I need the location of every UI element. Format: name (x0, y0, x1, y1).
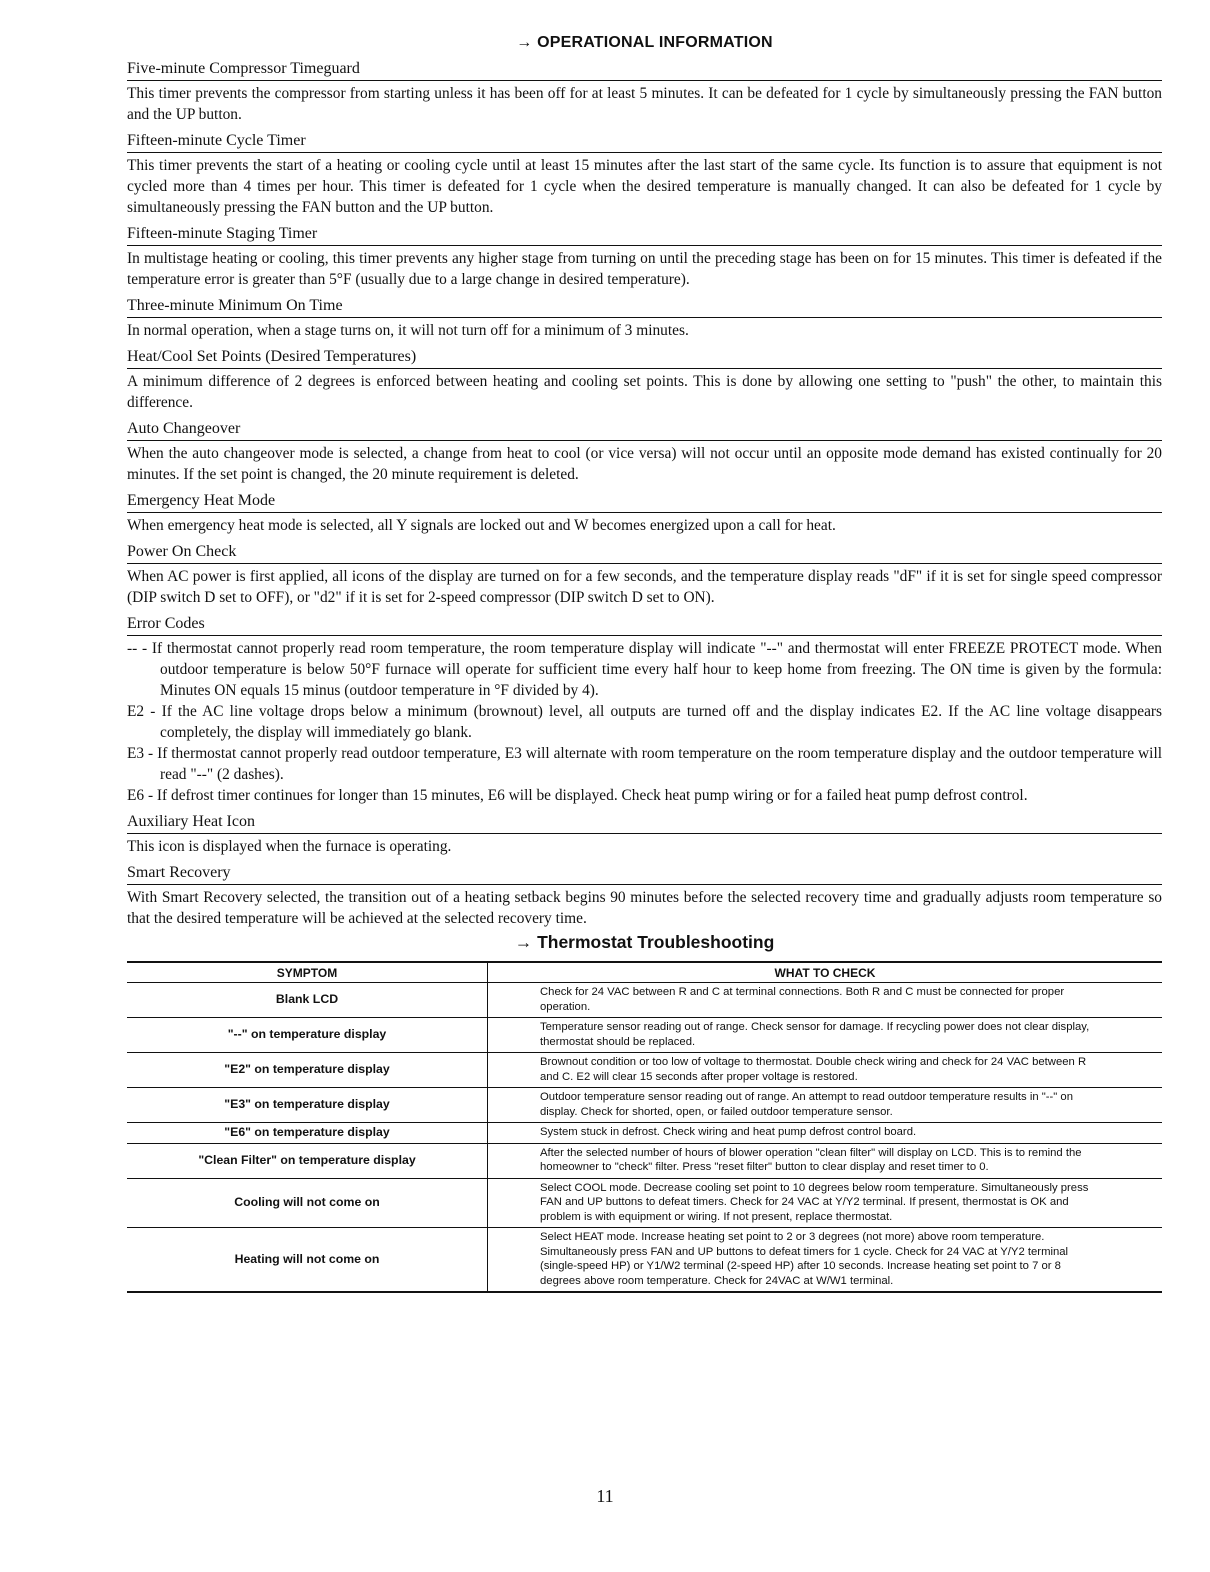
section-body: This icon is displayed when the furnace is operating. (127, 833, 1162, 857)
check-cell: Select HEAT mode. Increase heating set point to 2 or 3 degrees (not more) above room temperature. Simultaneously press FAN and UP buttons to defeat timers for 1 cycle. Check for 24 VAC at Y/Y2 terminal (single-speed HP) or Y1/W2 terminal (2-speed HP) after 10 seconds. Increase heating set point to 7 or 8 degrees above room temperature. Check for 24VAC at W/W1 terminal. (488, 1228, 1163, 1293)
check-column-header: WHAT TO CHECK (488, 962, 1163, 983)
section-heading: Error Codes (127, 615, 205, 632)
info-section (127, 416, 1162, 485)
section-body: This timer prevents the start of a heating or cooling cycle until at least 15 minutes after the last start of the same cycle. Its function is to assure that equipment is not cycled more than 4 times per hour. This timer is defeated for 1 cycle when the desired temperature is manually changed. It can also be defeated for 1 cycle by simultaneously pressing the FAN button and the UP button. (127, 152, 1162, 218)
section-heading: Auxiliary Heat Icon (127, 813, 255, 830)
page-number: 11 (596, 1486, 614, 1506)
symptom-cell: "E6" on temperature display (127, 1123, 488, 1144)
error-code: E3 - (127, 745, 158, 762)
table-header-row (127, 962, 1162, 983)
table-row (127, 1088, 1162, 1123)
section-body: When emergency heat mode is selected, all Y signals are locked out and W becomes energized upon a call for heat. (127, 512, 1162, 536)
table-row (127, 1143, 1162, 1178)
section-heading: Power On Check (127, 543, 237, 560)
info-section (127, 860, 1162, 929)
info-section (127, 488, 1162, 536)
section-title: → OPERATIONAL INFORMATION (516, 34, 773, 51)
symptom-cell: Heating will not come on (127, 1228, 488, 1293)
sections-list (127, 56, 1162, 608)
check-cell: Temperature sensor reading out of range. Check sensor for damage. If recycling power does not clear display, thermostat should be replaced. (488, 1018, 1163, 1053)
section-body: In normal operation, when a stage turns on, it will not turn off for a minimum of 3 minutes. (127, 317, 1162, 341)
table-row (127, 1123, 1162, 1144)
table-row (127, 1178, 1162, 1228)
symptom-cell: Blank LCD (127, 983, 488, 1018)
check-cell: Check for 24 VAC between R and C at terminal connections. Both R and C must be connected for proper operation. (488, 983, 1163, 1018)
error-code-description: If defrost timer continues for longer than 15 minutes, E6 will be displayed. Check heat pump wiring or for a failed heat pump defrost control. (156, 787, 1028, 804)
table-row (127, 1053, 1162, 1088)
section-body: With Smart Recovery selected, the transition out of a heating setback begins 90 minutes before the selected recovery time and gradually adjusts room temperature so that the desired temperature will be achieved at the selected recovery time. (127, 884, 1162, 929)
info-section (127, 539, 1162, 608)
section-body: When the auto changeover mode is selected, a change from heat to cool (or vice versa) will not occur until an opposite mode demand has existed continually for 20 minutes. If the set point is changed, the 20 minute requirement is deleted. (127, 440, 1162, 485)
error-code-item (127, 701, 1162, 743)
symptom-cell: "E3" on temperature display (127, 1088, 488, 1123)
troubleshooting-title: → Thermostat Troubleshooting (514, 932, 775, 952)
section-heading: Fifteen-minute Cycle Timer (127, 132, 306, 149)
sections-list-2 (127, 809, 1162, 929)
info-section (127, 809, 1162, 857)
check-cell: After the selected number of hours of blower operation "clean filter" will display on LCD. This is to remind the homeowner to "check" filter. Press "reset filter" button to clear display and reset timer to 0. (488, 1143, 1163, 1178)
section-heading: Auto Changeover (127, 420, 241, 437)
info-section (127, 56, 1162, 125)
symptom-cell: "Clean Filter" on temperature display (127, 1143, 488, 1178)
table-row (127, 1228, 1162, 1293)
troubleshooting-table (127, 961, 1162, 1293)
section-heading: Heat/Cool Set Points (Desired Temperatures) (127, 348, 417, 365)
symptom-cell: Cooling will not come on (127, 1178, 488, 1228)
error-code: E2 - (127, 703, 162, 720)
section-body: This timer prevents the compressor from starting unless it has been off for at least 5 minutes. It can be defeated for 1 cycle by simultaneously pressing the FAN button and the UP button. (127, 80, 1162, 125)
info-section (127, 128, 1162, 218)
section-body: In multistage heating or cooling, this timer prevents any higher stage from turning on until the preceding stage has been on for 15 minutes. This timer is defeated if the temperature error is greater than 5°F (usually due to a large change in desired temperature). (127, 245, 1162, 290)
error-code-item (127, 785, 1162, 806)
error-code-description: If thermostat cannot properly read room temperature, the room temperature display will indicate "--" and thermostat will enter FREEZE PROTECT mode. When outdoor temperature is below 50°F furnace will operate for sufficient time every half hour to keep home from freezing. The ON time is given by the formula: Minutes ON equals 15 minus (outdoor temperature in °F divided by 4). (151, 640, 1163, 699)
info-section (127, 344, 1162, 413)
check-cell: Outdoor temperature sensor reading out of range. An attempt to read outdoor temperature results in "--" on display. Check for shorted, open, or failed outdoor temperature sensor. (488, 1088, 1163, 1123)
error-code-description: If thermostat cannot properly read outdoor temperature, E3 will alternate with room temperature on the room temperature display and the outdoor temperature will read "--" (2 dashes). (157, 745, 1162, 783)
error-code: E6 - (127, 787, 157, 804)
table-row (127, 983, 1162, 1018)
error-code-description: If the AC line voltage drops below a minimum (brownout) level, all outputs are turned off and the display indicates E2. If the AC line voltage disappears completely, the display will immediately go blank. (160, 703, 1163, 741)
section-heading: Smart Recovery (127, 864, 231, 881)
check-cell: Brownout condition or too low of voltage to thermostat. Double check wiring and check for 24 VAC between R and C. E2 will clear 15 seconds after proper voltage is restored. (488, 1053, 1163, 1088)
section-body: When AC power is first applied, all icons of the display are turned on for a few seconds, and the temperature display reads "dF" if it is set for single speed compressor (DIP switch D set to OFF), or "d2" if it is set for 2-speed compressor (DIP switch D set to ON). (127, 563, 1162, 608)
section-heading: Fifteen-minute Staging Timer (127, 225, 318, 242)
section-heading: Emergency Heat Mode (127, 492, 276, 509)
symptom-column-header: SYMPTOM (127, 962, 488, 983)
check-cell: Select COOL mode. Decrease cooling set point to 10 degrees below room temperature. Simultaneously press FAN and UP buttons to defeat timers. Check for 24 VAC at Y/Y2 terminal. If present, thermostat is OK and problem is with equipment or wiring. If not present, replace thermostat. (488, 1178, 1163, 1228)
info-section (127, 293, 1162, 341)
error-codes-section (127, 611, 1162, 806)
section-body: A minimum difference of 2 degrees is enforced between heating and cooling set points. This is done by allowing one setting to "push" the other, to maintain this difference. (127, 368, 1162, 413)
section-heading: Five-minute Compressor Timeguard (127, 60, 360, 77)
error-code: -- - (127, 640, 152, 657)
error-codes-list (127, 635, 1162, 806)
troubleshooting-rows (127, 983, 1162, 1293)
error-code-item (127, 638, 1162, 701)
symptom-cell: "--" on temperature display (127, 1018, 488, 1053)
error-code-item (127, 743, 1162, 785)
page-content (127, 34, 1162, 1293)
section-heading: Three-minute Minimum On Time (127, 297, 343, 314)
table-row (127, 1018, 1162, 1053)
check-cell: System stuck in defrost. Check wiring and heat pump defrost control board. (488, 1123, 1163, 1144)
symptom-cell: "E2" on temperature display (127, 1053, 488, 1088)
info-section (127, 221, 1162, 290)
